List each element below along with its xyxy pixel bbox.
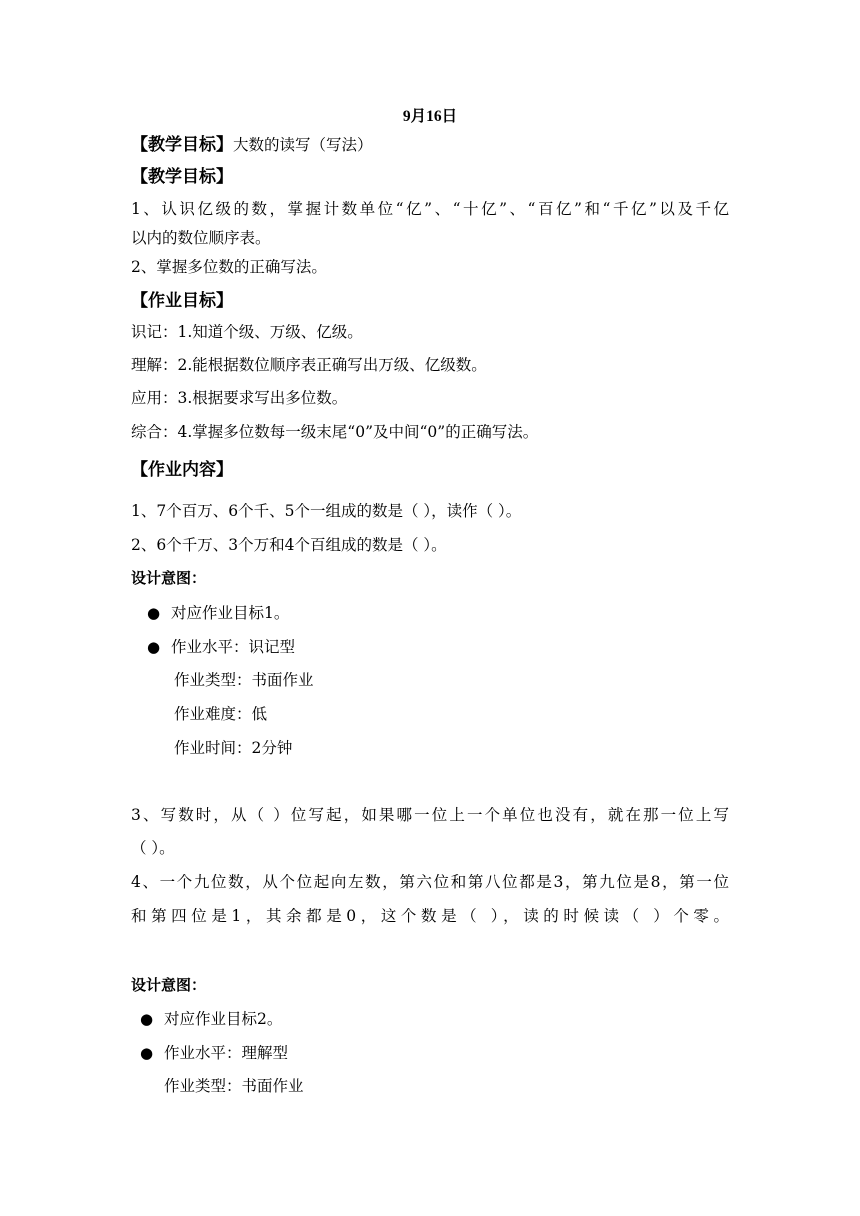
design-intent-label: 设计意图： [131,569,207,587]
design-intent-label: 设计意图： [131,976,207,994]
design-bullet-text: 对应作业目标2。 [164,1010,283,1028]
homework-goals-heading: 【作业目标】 [131,291,233,311]
bullet-icon: ● [147,638,161,656]
lesson-title [131,134,373,156]
lesson-title-label: 【教学目标】 [131,135,233,155]
design-bullet-text: 对应作业目标1。 [171,604,290,622]
homework-goal-line: 综合：4.掌握多位数每一级末尾“0”及中间“0”的正确写法。 [131,423,539,441]
teaching-goals-heading: 【教学目标】 [131,167,233,187]
question-4: 4、一个九位数，从个位起向左数，第六位和第八位都是3，第九位是8，第一位 [131,873,729,891]
design-bullet-text: 作业水平：识记型 [171,638,296,656]
homework-goal-line: 理解：2.能根据数位顺序表正确写出万级、亿级数。 [131,356,487,374]
question-4-cont: 和第四位是1，其余都是0，这个数是（ ），读的时候读（ ）个零。 [131,907,729,925]
question-2: 2、6个千万、3个万和4个百组成的数是（ ）。 [131,536,447,554]
homework-type: 作业类型：书面作业 [174,671,314,689]
design-bullet [140,1042,288,1064]
teaching-goal-line: 以内的数位顺序表。 [131,229,271,247]
question-3-cont: （ ）。 [131,839,175,857]
design-bullet [140,1008,282,1030]
teaching-goal-line: 1、认识亿级的数，掌握计数单位“亿”、“十亿”、“百亿”和“千亿”以及千亿 [131,200,729,218]
design-bullet [147,602,289,624]
homework-difficulty: 作业难度：低 [174,705,268,723]
homework-content-heading: 【作业内容】 [131,460,233,480]
bullet-icon: ● [140,1044,154,1062]
homework-goal-line: 应用：3.根据要求写出多位数。 [131,389,348,407]
homework-goal-line: 识记：1.知道个级、万级、亿级。 [131,323,363,341]
lesson-title-text: 大数的读写（写法） [233,136,373,154]
homework-time: 作业时间：2分钟 [174,739,293,757]
design-bullet [147,636,295,658]
bullet-icon: ● [147,604,161,622]
design-bullet-text: 作业水平：理解型 [164,1044,289,1062]
homework-type: 作业类型：书面作业 [164,1077,304,1095]
question-3: 3、写数时，从（ ）位写起，如果哪一位上一个单位也没有，就在那一位上写 [131,806,729,824]
question-1: 1、7个百万、6个千、5个一组成的数是（ ），读作（ ）。 [131,502,522,520]
date-title: 9月16日 [402,108,458,125]
bullet-icon: ● [140,1010,154,1028]
teaching-goal-line: 2、掌握多位数的正确写法。 [131,258,327,276]
